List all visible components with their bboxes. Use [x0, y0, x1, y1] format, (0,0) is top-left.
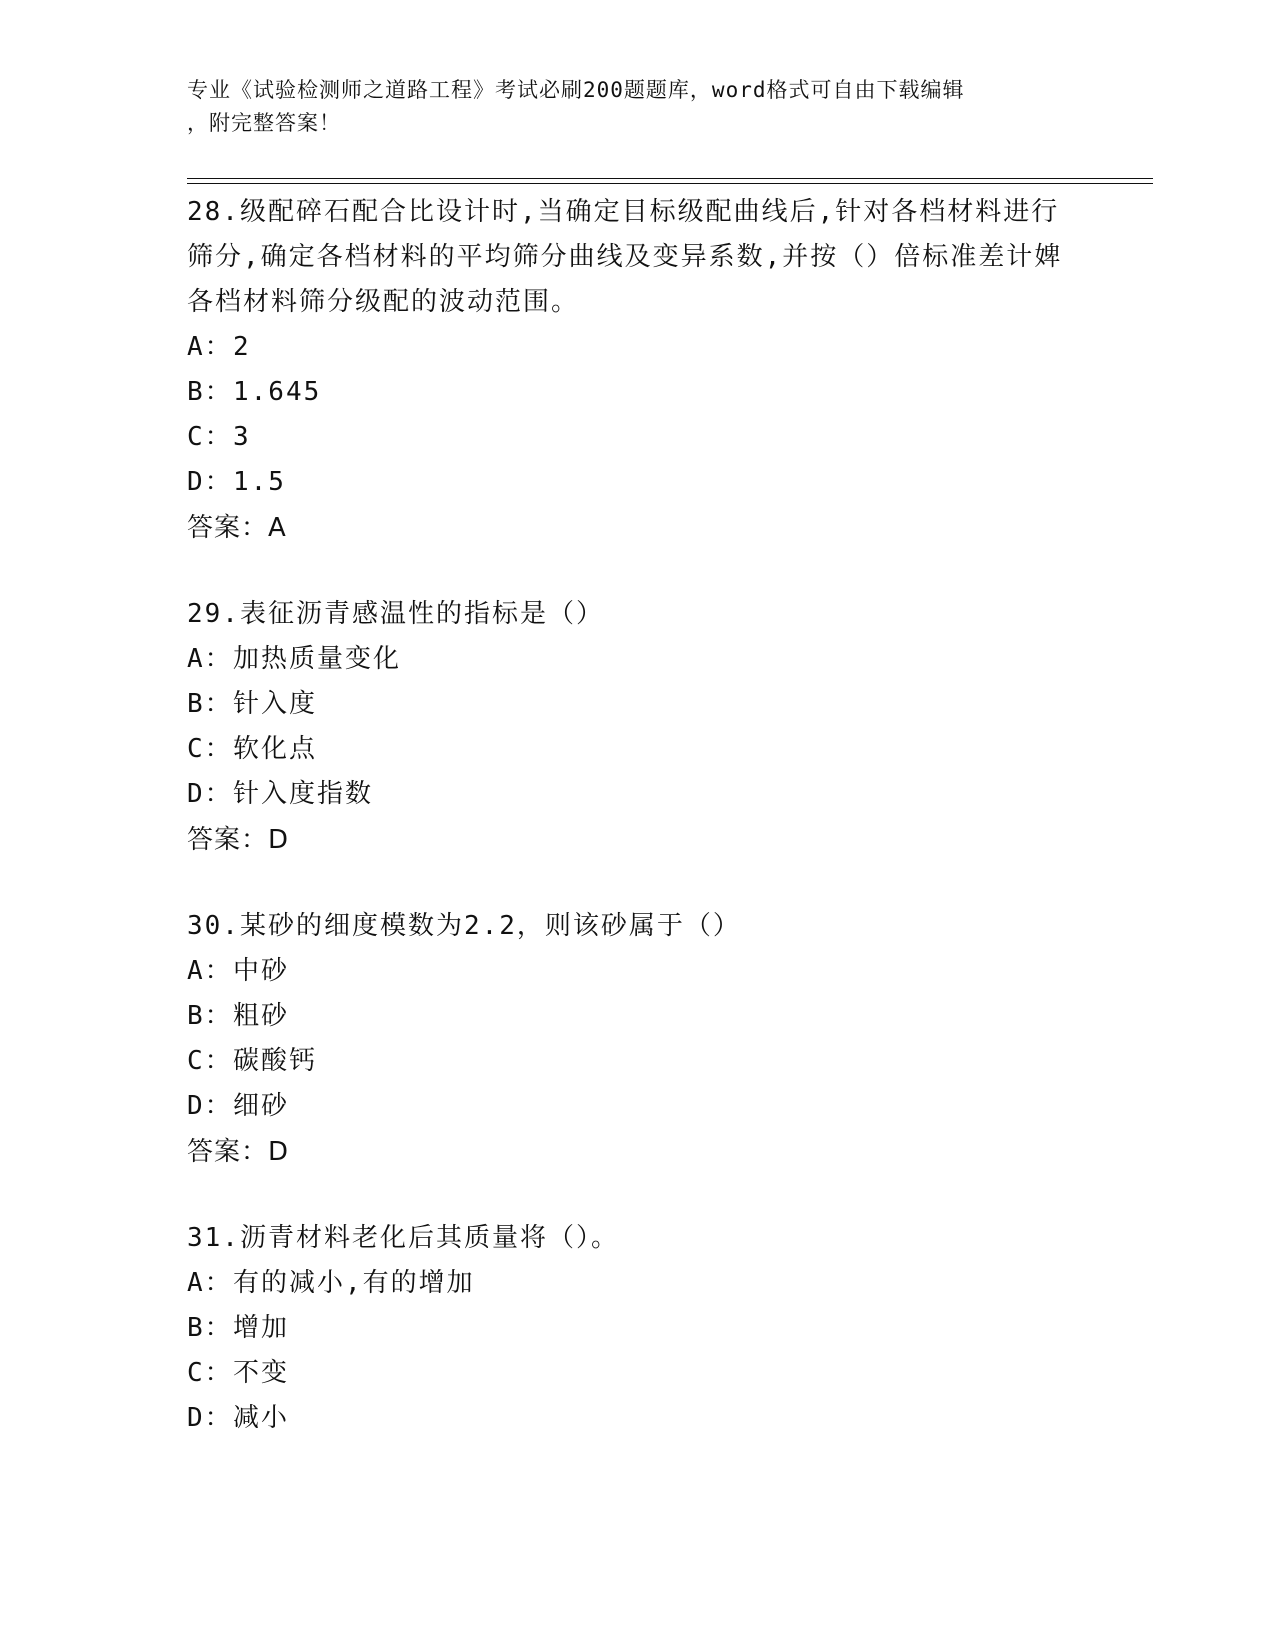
option-c [187, 1039, 1087, 1084]
question-stem: 30.某砂的细度模数为2.2，则该砂属于（） [187, 911, 741, 941]
option-text: 碳酸钙 [233, 1046, 318, 1076]
option-d [187, 1396, 1087, 1441]
option-c [187, 415, 1087, 460]
option-text: 减小 [233, 1403, 290, 1433]
option-d [187, 460, 1087, 505]
option-letter: C： [187, 1358, 233, 1388]
question-31 [187, 1216, 1087, 1441]
option-text: 软化点 [233, 734, 318, 764]
option-a [187, 1261, 1087, 1306]
option-text: 加热质量变化 [233, 644, 402, 674]
option-letter: C： [187, 422, 233, 452]
option-a [187, 325, 1087, 370]
option-c [187, 727, 1087, 772]
option-letter: B： [187, 689, 233, 719]
header-line-2: ，附完整答案！ [187, 111, 341, 135]
option-text: 粗砂 [233, 1001, 290, 1031]
header-divider-bottom [187, 183, 1153, 184]
option-text: 细砂 [233, 1091, 290, 1121]
option-a [187, 949, 1087, 994]
option-b [187, 994, 1087, 1039]
option-letter: A： [187, 956, 233, 986]
option-a [187, 637, 1087, 682]
question-30 [187, 904, 1087, 1176]
question-28 [187, 190, 1087, 552]
option-text: 增加 [233, 1313, 290, 1343]
option-letter: D： [187, 1403, 233, 1433]
option-text: 2 [233, 332, 251, 362]
option-text: 1.5 [233, 467, 286, 497]
option-letter: D： [187, 1091, 233, 1121]
header-divider-top [187, 178, 1153, 179]
option-letter: A： [187, 332, 233, 362]
question-stem: 29.表征沥青感温性的指标是（） [187, 599, 604, 629]
option-letter: D： [187, 467, 233, 497]
option-text: 针入度指数 [233, 779, 374, 809]
option-b [187, 370, 1087, 415]
option-b [187, 1306, 1087, 1351]
option-letter: A： [187, 1268, 233, 1298]
option-d [187, 772, 1087, 817]
option-text: 3 [233, 422, 251, 452]
question-list [187, 190, 1087, 1481]
option-letter: B： [187, 377, 233, 407]
option-letter: C： [187, 734, 233, 764]
option-letter: A： [187, 644, 233, 674]
question-29 [187, 592, 1087, 864]
option-d [187, 1084, 1087, 1129]
option-text: 1.645 [233, 377, 322, 407]
header-line-1: 专业《试验检测师之道路工程》考试必刷200题题库，word格式可自由下载编辑 [187, 78, 965, 102]
answer-label: 答案：A [187, 513, 287, 543]
question-stem: 28.级配碎石配合比设计时,当确定目标级配曲线后,针对各档材料进行筛分,确定各档材料的平均筛分曲线及变异系数,并按（）倍标准差计婢各档材料筛分级配的波动范围。 [187, 197, 1063, 317]
answer-label: 答案：D [187, 825, 290, 855]
option-c [187, 1351, 1087, 1396]
option-text: 有的减小,有的增加 [233, 1268, 475, 1298]
document-header [187, 74, 1067, 140]
option-letter: C： [187, 1046, 233, 1076]
question-stem: 31.沥青材料老化后其质量将（）。 [187, 1223, 619, 1253]
option-letter: B： [187, 1313, 233, 1343]
option-text: 不变 [233, 1358, 290, 1388]
option-b [187, 682, 1087, 727]
option-letter: B： [187, 1001, 233, 1031]
option-text: 中砂 [233, 956, 290, 986]
option-letter: D： [187, 779, 233, 809]
answer-label: 答案：D [187, 1137, 290, 1167]
option-text: 针入度 [233, 689, 318, 719]
